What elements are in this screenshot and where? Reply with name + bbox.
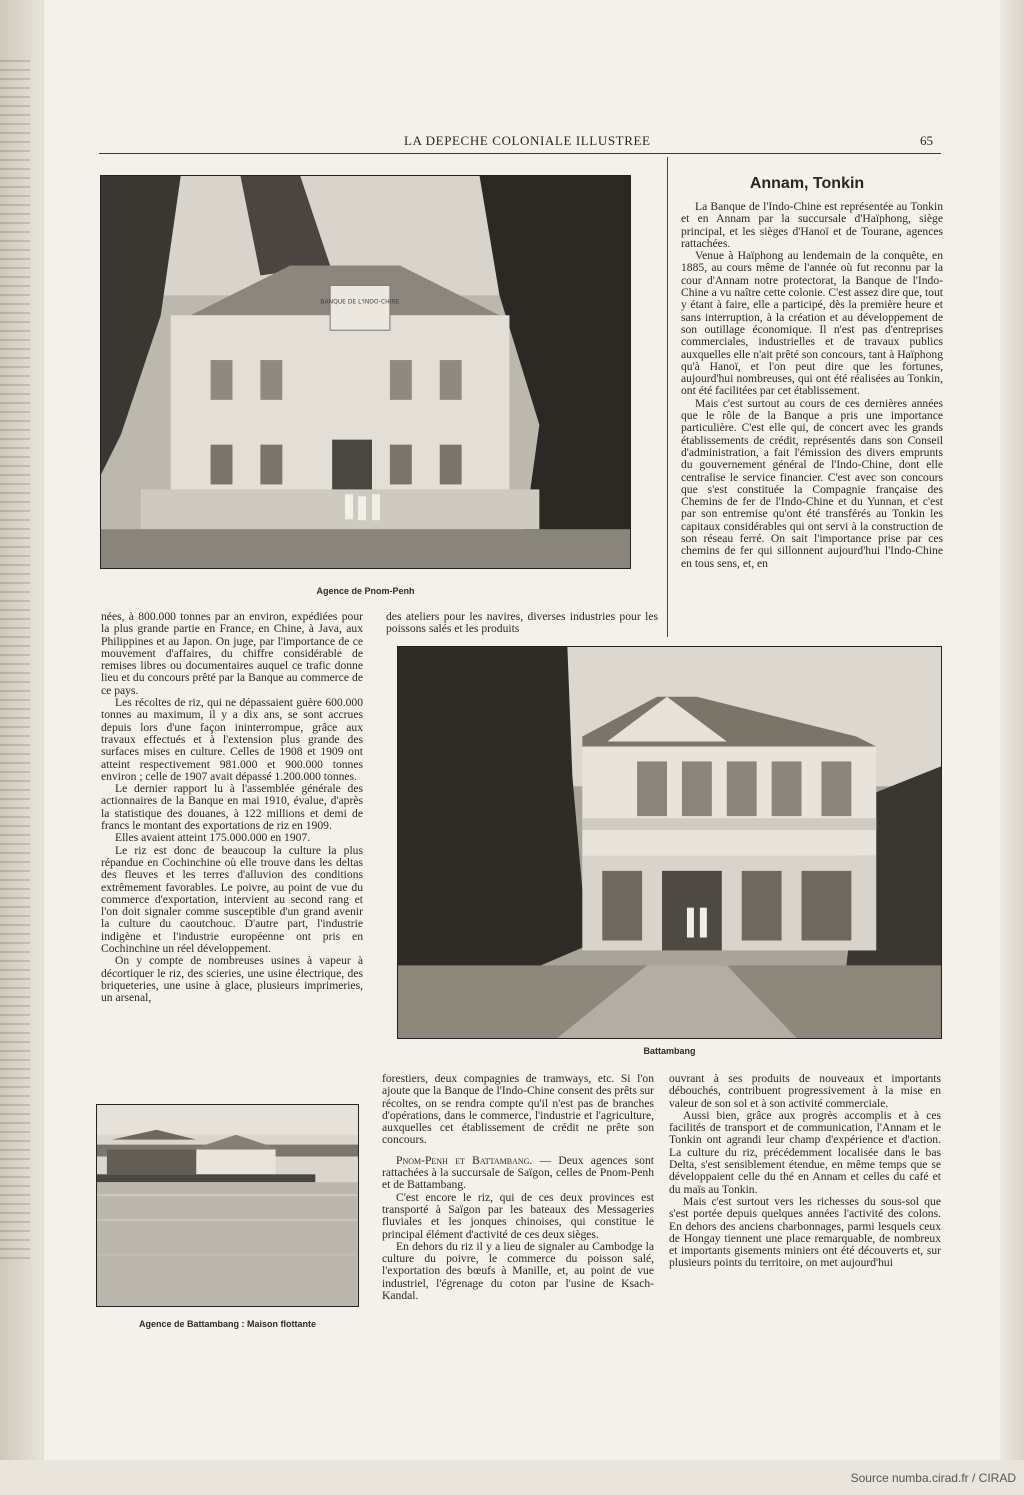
paragraph: Aussi bien, grâce aux progrès accomplis et à ces facilités de transport et de communication, l'Annam et le Tonkin ont agrandi leur champ d'expérience et d'action. La culture du riz, précédemment localisée dans le bas Delta, s'est sensiblement étendue, en même temps que se développaient celle du thé en Annam et celles du café et du maïs au Tonkin. — [669, 1108, 941, 1196]
photo-battambang-image — [398, 647, 941, 1038]
paragraph: Venue à Haïphong au lendemain de la conquête, en 1885, au cours même de l'année où fut reconnu par la cour d'Annam notre protectorat, la Banque de l'Indo-Chine a vu naître cette colonie. C'est assez dire que, tout y étant à faire, elle a participé, dès la première heure et sans interruption, à la création et au développement de son outillage économique. Il n'est pas d'entreprises commerciales, industrielles et de travaux publics auxquelles elle n'ait prêté son concours, tant à Haïphong qu'à Hanoï, et l'on peut dire que les fortunes, aujourd'hui nombreuses, qui ont été réalisées au Tonkin, ont été facilitées par cet établissement. — [681, 249, 943, 398]
paragraph: Mais c'est surtout au cours de ces dernières années que le rôle de la Banque a pris une importance particulière. C'est elle qui, de concert avec les grands établissements de crédit, représentés dans son Conseil d'administration, a fait l'émission des divers emprunts du gouvernement général de l'Indo-Chine, dont elle centralise le service financier. C'est avec son concours que s'est constituée la Compagnie française des Chemins de fer de l'Indo-Chine et du Yunnan, et c'est par son entremise qu'ont été transférés au Tonkin les capitaux considérables qui ont servi à la construction de son réseau ferré. On sait l'importance prise par ces chemins de fer qui sillonnent aujourd'hui l'Indo-Chine en tous sens, et, en — [681, 396, 943, 570]
photo-pnom-penh-image — [101, 176, 630, 568]
paragraph-subsection — [382, 1155, 654, 1192]
photo-floating-house — [96, 1104, 359, 1307]
page-edge — [1000, 0, 1024, 1460]
column-left — [101, 611, 363, 1076]
column-middle-bottom — [382, 1073, 654, 1335]
column-right-bottom — [669, 1073, 941, 1335]
building-sign: BANQUE DE L'INDO-CHINE — [320, 298, 400, 306]
paragraph: Les récoltes de riz, qui ne dépassaient guère 600.000 tonnes au maximum, il y a dix ans, se sont accrues depuis lors d'une façon ininterrompue, grâce aux travaux effectués et à l'extension plus grande des surfaces mises en culture. Celles de 1908 et 1909 ont atteint respectivement 981.000 et 900.000 tonnes environ ; celle de 1907 avait dépassé 1.200.000 tonnes. — [101, 696, 363, 783]
running-title: LA DEPECHE COLONIALE ILLUSTREE — [404, 133, 651, 148]
paragraph: ouvrant à ses produits de nouveaux et importants débouchés, contribuent progressivement à la mise en valeur de son sol et à son activité commerciale. — [669, 1073, 941, 1110]
paragraph: forestiers, deux compagnies de tramways, etc. Si l'on ajoute que la Banque de l'Indo-Chine consent des prêts sur récoltes, on se rendra compte qu'il n'est pas de branches d'opérations, dans le commerce, l'industrie et l'agriculture, auxquelles cet établissement de crédit ne prête son concours. — [382, 1073, 654, 1147]
paragraph: nées, à 800.000 tonnes par an environ, expédiées pour la plus grande partie en France, en Chine, à Java, aux Philippines et au Japon. On juge, par l'importance de ce mouvement d'affaires, du chiffre considérable de remises libres ou documentaires auquel ce trafic donne lieu et du concours prêté par la Banque au commerce de ce pays. — [101, 611, 363, 697]
paragraph: On y compte de nombreuses usines à vapeur à décortiquer le riz, des scieries, une usine électrique, des briqueteries, une usine à glace, plusieurs imprimeries, un arsenal, — [101, 954, 363, 1005]
paragraph: Mais c'est surtout vers les richesses du sous-sol que s'est portée depuis quelques années l'activité des colons. En dehors des anciens charbonnages, parmi lesquels ceux de Hongay tiennent une place remarquable, de nombreux et importants gisements miniers ont été découverts et, sur plusieurs points du territoire, on met aujourd'hui — [669, 1194, 941, 1270]
paragraph: Le riz est donc de beaucoup la culture la plus répandue en Cochinchine où elle trouve dans les deltas des fleuves et les terres d'alluvion des conditions extrêmement favorables. Le poivre, au point de vue du commerce d'exportation, intervient au second rang et l'on doit signaler comme susceptible d'un grand avenir la culture du caoutchouc. D'autre part, l'industrie indigène et l'industrie européenne ont pris en Cochinchine un réel développement. — [101, 843, 363, 956]
column-rule — [667, 157, 668, 637]
column-middle-top — [386, 611, 658, 637]
paragraph: La Banque de l'Indo-Chine est représentée au Tonkin et en Annam par la succursale d'Haïphong, siège principal, et les sièges d'Hanoï et de Tourane, agences rattachées. — [681, 201, 943, 250]
previous-page-edge — [0, 60, 30, 1260]
paragraph: En dehors du riz il y a lieu de signaler au Cambodge la culture du poivre, le commerce du poisson salé, l'exportation des bœufs à Manille, et, au point de vue industriel, l'égrenage du coton par l'usine de Ksach-Kandal. — [382, 1239, 654, 1303]
paragraph: Elles avaient atteint 175.000.000 en 1907. — [115, 831, 311, 845]
section-title: Annam, Tonkin — [749, 175, 865, 192]
subsection-text: — Deux agences sont rattachées à la succursale de Saïgon, celles de Pnom-Penh et de Battambang. — [382, 1153, 654, 1192]
column-right-top — [681, 201, 943, 637]
photo-pnom-penh — [100, 175, 631, 569]
caption-pnom-penh: Agence de Pnom-Penh — [316, 586, 415, 596]
subsection-title: Pnom-Penh et Battambang. — [396, 1153, 533, 1167]
page-number: 65 — [920, 133, 933, 148]
caption-floating-house: Agence de Battambang : Maison flottante — [138, 1319, 317, 1329]
paragraph: des ateliers pour les navires, diverses industries pour les poissons salés et les produits — [386, 611, 658, 636]
source-credit: Source numba.cirad.fr / CIRAD — [850, 1471, 1016, 1485]
paragraph: C'est encore le riz, qui de ces deux provinces est transporté à Saïgon par les bateaux des Messageries fluviales et les jonques chinoises, qui constitue le principal élément d'activité de ces deux sièges. — [382, 1190, 654, 1241]
page — [44, 0, 1000, 1460]
photo-floating-house-image — [97, 1105, 358, 1306]
photo-battambang — [397, 646, 942, 1039]
paragraph: Le dernier rapport lu à l'assemblée générale des actionnaires de la Banque en mai 1910, évalue, d'après la statistique des douanes, à 122 millions et demi de francs le montant des exportations de riz en 1909. — [101, 782, 363, 833]
header-rule — [99, 153, 941, 154]
caption-battambang: Battambang — [643, 1046, 696, 1056]
